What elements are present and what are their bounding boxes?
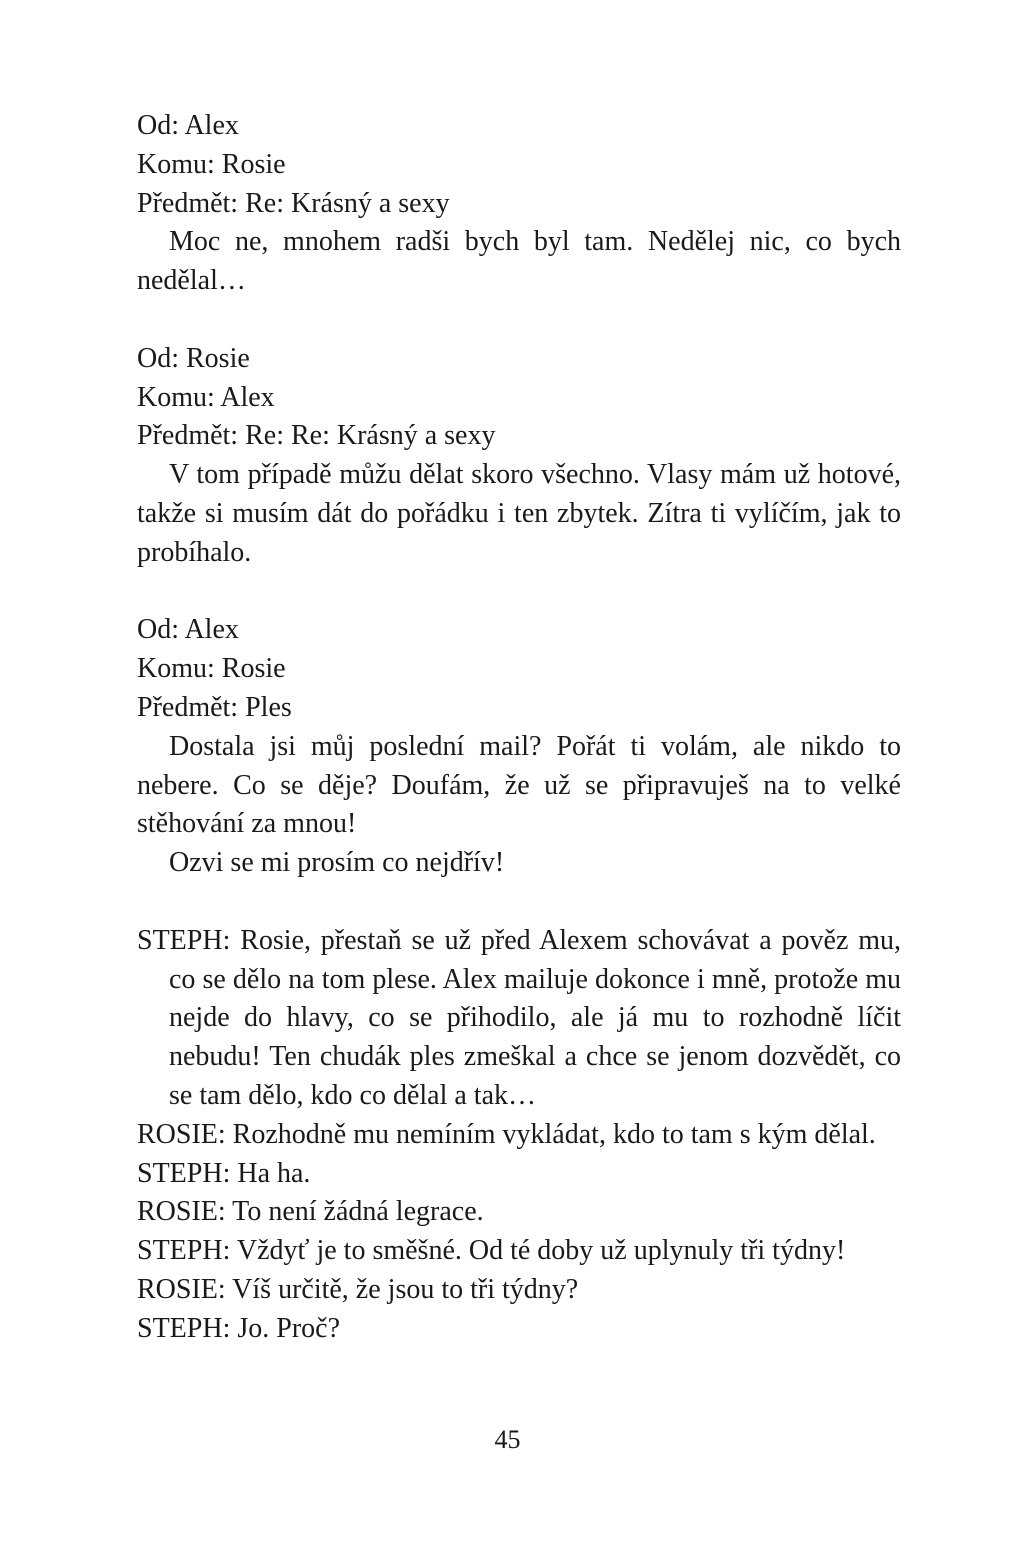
email-message <box>137 107 901 301</box>
book-page-text <box>137 107 901 1349</box>
email-message <box>137 340 901 573</box>
section-gap <box>137 301 901 340</box>
email-from: Od: Alex <box>137 614 239 646</box>
chat-line: STEPH: Jo. Proč? <box>137 1312 340 1344</box>
email-subject: Předmět: Re: Re: Krásný a sexy <box>137 420 496 452</box>
email-body-paragraph: Dostala jsi můj poslední mail? Pořát ti volám, ale nikdo to nebere. Co se děje? Doufám, že už se připravuješ na to velké stěhování za mnou! <box>137 730 901 840</box>
chat-line: ROSIE: Rozhodně mu nemíním vykládat, kdo to tam s kým dělal. <box>137 1118 876 1150</box>
email-message <box>137 611 901 883</box>
chat-line: ROSIE: To není žádná legrace. <box>137 1196 484 1228</box>
email-subject: Předmět: Ples <box>137 691 292 723</box>
email-body-paragraph: Ozvi se mi prosím co nejdřív! <box>169 847 505 879</box>
email-to: Komu: Rosie <box>137 653 286 685</box>
chat-line: STEPH: Ha ha. <box>137 1157 311 1189</box>
chat-line: STEPH: Rosie, přestaň se už před Alexem schovávat a pověz mu, co se dělo na tom plese. Alex mailuje dokonce i mně, protože mu nejde do hlavy, co se přihodilo, ale já mu to rozhodně líčit nebudu! Ten chudák ples zmeškal a chce se jenom dozvědět, co se tam dělo, kdo co dělal a tak… <box>137 924 901 1111</box>
page-number: 45 <box>494 1425 521 1454</box>
email-body-paragraph: V tom případě můžu dělat skoro všechno. Vlasy mám už hotové, takže si musím dát do pořádku i ten zbytek. Zítra ti vylíčím, jak to probíhalo. <box>137 459 901 568</box>
email-to: Komu: Alex <box>137 381 275 413</box>
chat-line: ROSIE: Víš určitě, že jsou to tři týdny? <box>137 1273 579 1305</box>
email-to: Komu: Rosie <box>137 148 286 180</box>
section-gap <box>137 883 901 922</box>
email-from: Od: Alex <box>137 110 239 141</box>
email-subject: Předmět: Re: Krásný a sexy <box>137 187 450 219</box>
email-from: Od: Rosie <box>137 342 250 374</box>
section-gap <box>137 573 901 612</box>
chat-dialogue <box>137 922 901 1349</box>
chat-line: STEPH: Vždyť je to směšné. Od té doby už uplynuly tři týdny! <box>137 1235 846 1267</box>
email-body-paragraph: Moc ne, mnohem radši bych byl tam. Nedělej nic, co bych nedělal… <box>137 226 901 297</box>
